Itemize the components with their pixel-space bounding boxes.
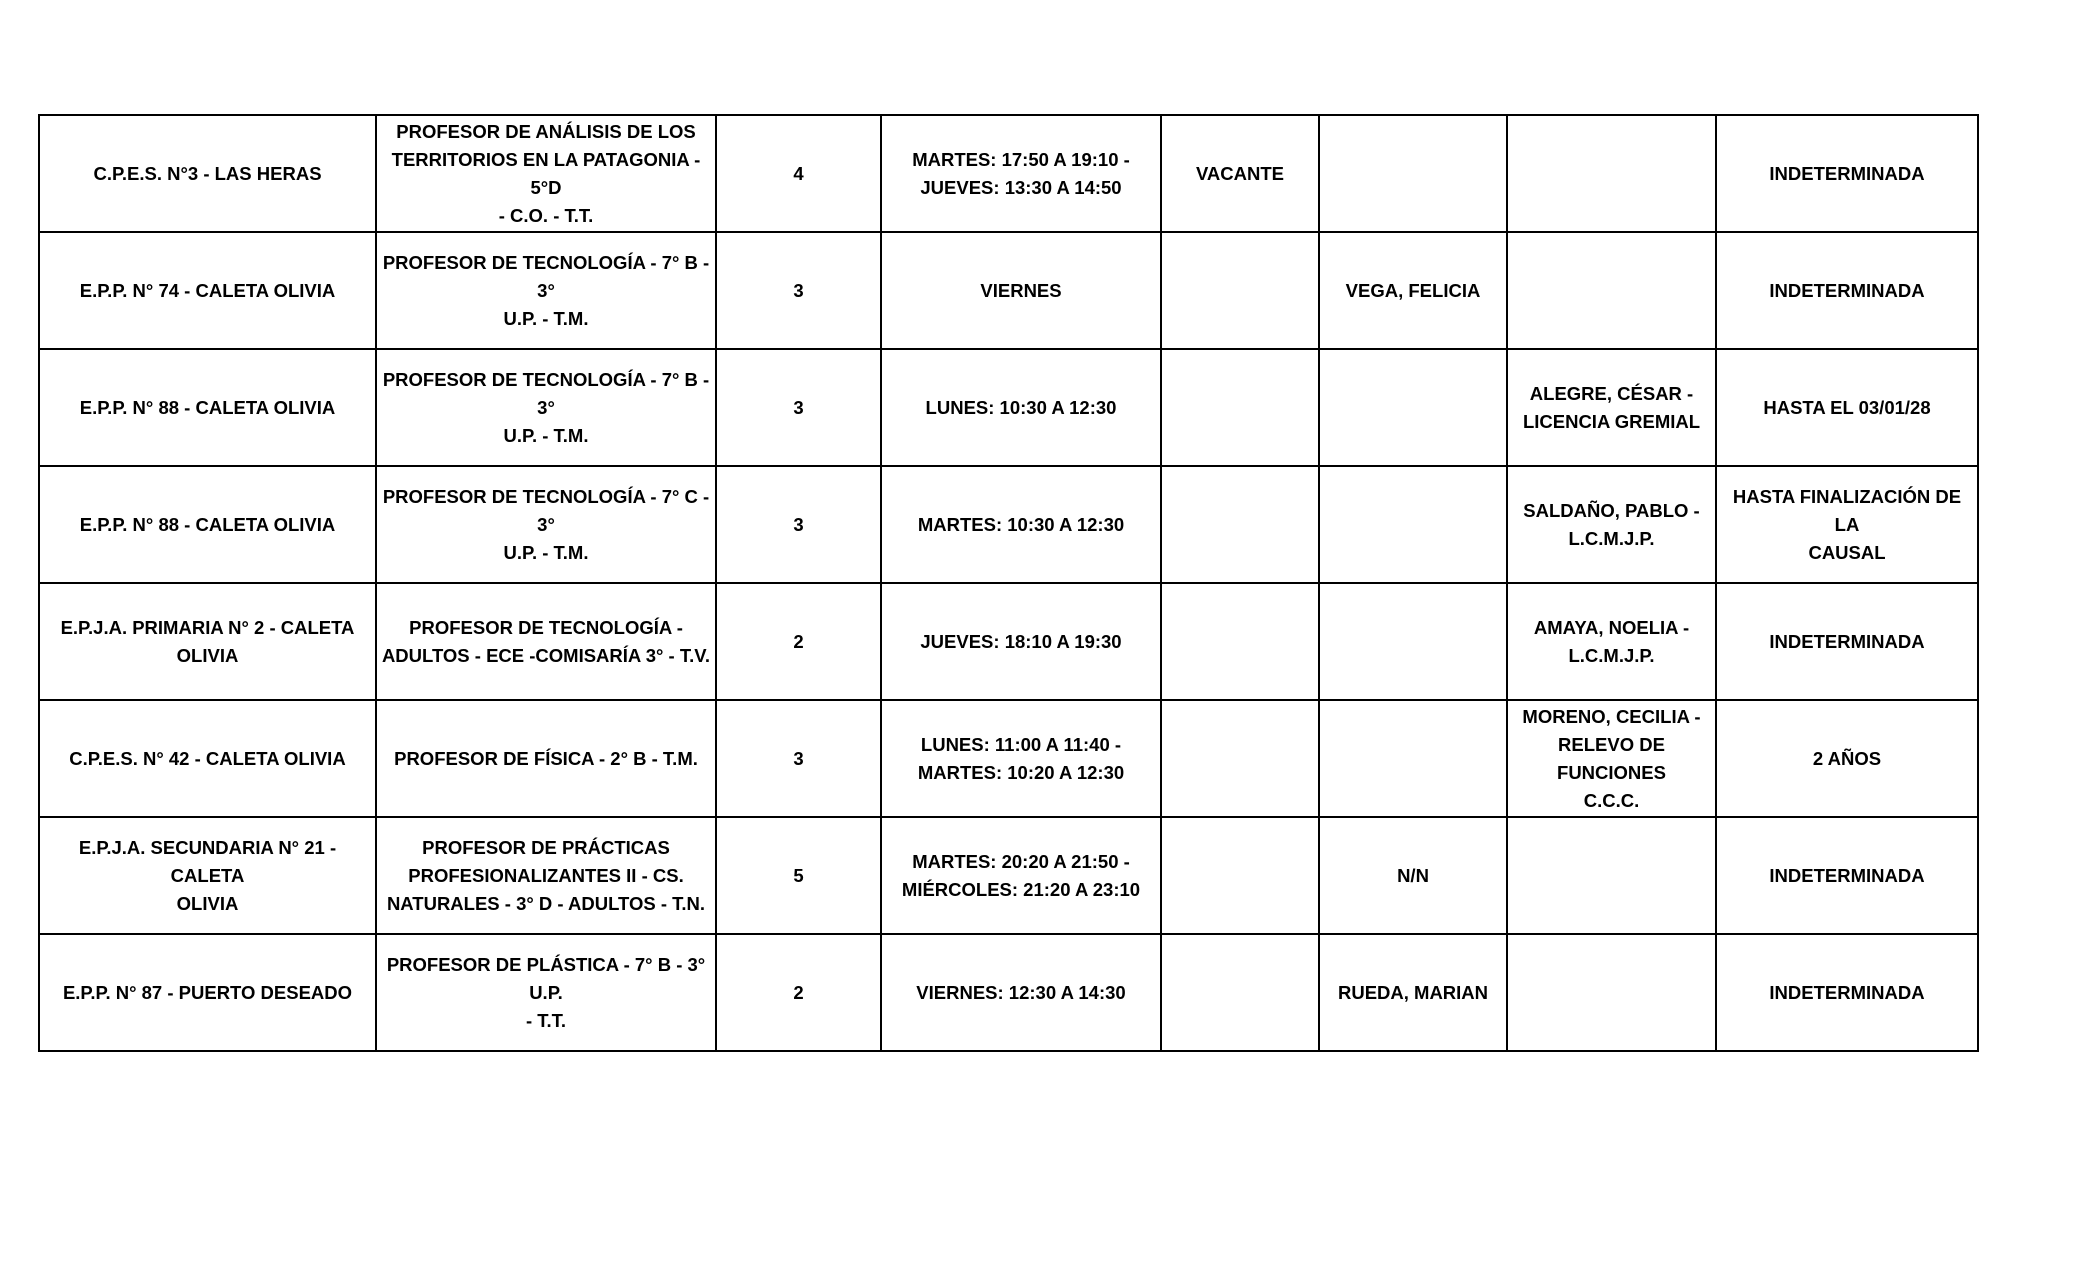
duration-cell: HASTA FINALIZACIÓN DE LA CAUSAL xyxy=(1716,466,1978,583)
replacement-cell: ALEGRE, CÉSAR - LICENCIA GREMIAL xyxy=(1507,349,1716,466)
status-cell xyxy=(1161,934,1319,1051)
hours-cell: 4 xyxy=(716,115,881,232)
replacement-cell: AMAYA, NOELIA - L.C.M.J.P. xyxy=(1507,583,1716,700)
school-cell: C.P.E.S. N°3 - LAS HERAS xyxy=(39,115,376,232)
school-cell: C.P.E.S. N° 42 - CALETA OLIVIA xyxy=(39,700,376,817)
schedule-cell: MARTES: 17:50 A 19:10 - JUEVES: 13:30 A 14:50 xyxy=(881,115,1161,232)
table-row xyxy=(39,817,1978,934)
status-cell xyxy=(1161,583,1319,700)
replacement-cell xyxy=(1507,817,1716,934)
duration-cell: INDETERMINADA xyxy=(1716,583,1978,700)
replacement-cell: MORENO, CECILIA - RELEVO DE FUNCIONES C.C.C. xyxy=(1507,700,1716,817)
holder-cell: N/N xyxy=(1319,817,1507,934)
school-cell: E.P.J.A. SECUNDARIA N° 21 - CALETA OLIVIA xyxy=(39,817,376,934)
status-cell: VACANTE xyxy=(1161,115,1319,232)
vacancy-table xyxy=(38,114,1979,1052)
duration-cell: INDETERMINADA xyxy=(1716,817,1978,934)
status-cell xyxy=(1161,700,1319,817)
status-cell xyxy=(1161,817,1319,934)
position-cell: PROFESOR DE TECNOLOGÍA - 7° B - 3° U.P. - T.M. xyxy=(376,349,716,466)
duration-cell: INDETERMINADA xyxy=(1716,115,1978,232)
holder-cell xyxy=(1319,349,1507,466)
holder-cell xyxy=(1319,115,1507,232)
replacement-cell xyxy=(1507,934,1716,1051)
duration-cell: 2 AÑOS xyxy=(1716,700,1978,817)
school-cell: E.P.P. N° 87 - PUERTO DESEADO xyxy=(39,934,376,1051)
schedule-cell: VIERNES xyxy=(881,232,1161,349)
holder-cell: RUEDA, MARIAN xyxy=(1319,934,1507,1051)
position-cell: PROFESOR DE PRÁCTICAS PROFESIONALIZANTES II - CS. NATURALES - 3° D - ADULTOS - T.N. xyxy=(376,817,716,934)
school-cell: E.P.P. N° 74 - CALETA OLIVIA xyxy=(39,232,376,349)
school-cell: E.P.P. N° 88 - CALETA OLIVIA xyxy=(39,466,376,583)
status-cell xyxy=(1161,232,1319,349)
holder-cell: VEGA, FELICIA xyxy=(1319,232,1507,349)
holder-cell xyxy=(1319,700,1507,817)
replacement-cell: SALDAÑO, PABLO - L.C.M.J.P. xyxy=(1507,466,1716,583)
hours-cell: 3 xyxy=(716,700,881,817)
replacement-cell xyxy=(1507,232,1716,349)
hours-cell: 2 xyxy=(716,583,881,700)
duration-cell: HASTA EL 03/01/28 xyxy=(1716,349,1978,466)
hours-cell: 3 xyxy=(716,232,881,349)
position-cell: PROFESOR DE TECNOLOGÍA - 7° C - 3° U.P. - T.M. xyxy=(376,466,716,583)
hours-cell: 3 xyxy=(716,466,881,583)
position-cell: PROFESOR DE FÍSICA - 2° B - T.M. xyxy=(376,700,716,817)
schedule-cell: JUEVES: 18:10 A 19:30 xyxy=(881,583,1161,700)
replacement-cell xyxy=(1507,115,1716,232)
holder-cell xyxy=(1319,466,1507,583)
table-row xyxy=(39,115,1978,232)
table-row xyxy=(39,934,1978,1051)
table-row xyxy=(39,700,1978,817)
position-cell: PROFESOR DE ANÁLISIS DE LOS TERRITORIOS EN LA PATAGONIA - 5°D - C.O. - T.T. xyxy=(376,115,716,232)
position-cell: PROFESOR DE PLÁSTICA - 7° B - 3° U.P. - T.T. xyxy=(376,934,716,1051)
schedule-cell: MARTES: 20:20 A 21:50 - MIÉRCOLES: 21:20 A 23:10 xyxy=(881,817,1161,934)
table-row xyxy=(39,583,1978,700)
school-cell: E.P.P. N° 88 - CALETA OLIVIA xyxy=(39,349,376,466)
table-body xyxy=(39,115,1978,1051)
schedule-cell: VIERNES: 12:30 A 14:30 xyxy=(881,934,1161,1051)
holder-cell xyxy=(1319,583,1507,700)
schedule-cell: LUNES: 11:00 A 11:40 - MARTES: 10:20 A 12:30 xyxy=(881,700,1161,817)
table-row xyxy=(39,466,1978,583)
position-cell: PROFESOR DE TECNOLOGÍA - ADULTOS - ECE -COMISARÍA 3° - T.V. xyxy=(376,583,716,700)
schedule-cell: LUNES: 10:30 A 12:30 xyxy=(881,349,1161,466)
position-cell: PROFESOR DE TECNOLOGÍA - 7° B - 3° U.P. - T.M. xyxy=(376,232,716,349)
school-cell: E.P.J.A. PRIMARIA N° 2 - CALETA OLIVIA xyxy=(39,583,376,700)
table-row xyxy=(39,232,1978,349)
status-cell xyxy=(1161,349,1319,466)
status-cell xyxy=(1161,466,1319,583)
hours-cell: 3 xyxy=(716,349,881,466)
table-row xyxy=(39,349,1978,466)
schedule-cell: MARTES: 10:30 A 12:30 xyxy=(881,466,1161,583)
hours-cell: 5 xyxy=(716,817,881,934)
hours-cell: 2 xyxy=(716,934,881,1051)
duration-cell: INDETERMINADA xyxy=(1716,934,1978,1051)
duration-cell: INDETERMINADA xyxy=(1716,232,1978,349)
